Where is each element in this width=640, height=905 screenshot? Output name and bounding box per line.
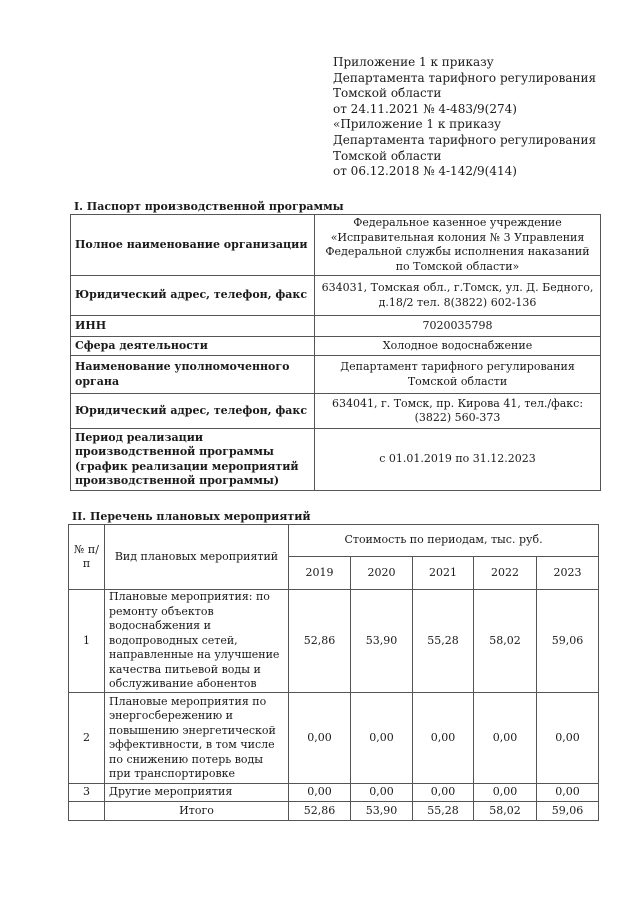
table-row [71,394,601,429]
appendix-line: Томской области [333,86,442,101]
row-value: 0,00 [289,784,351,802]
table-row [71,337,601,356]
row-value: Департамент тарифного регулирования Томской области [315,356,601,394]
row-label: Юридический адрес, телефон, факс [71,394,315,429]
appendix-line: от 24.11.2021 № 4-483/9(274) [333,101,517,116]
row-value: 0,00 [474,784,537,802]
row-value: 55,28 [413,590,474,693]
row-value: 0,00 [413,784,474,802]
row-value: 0,00 [413,693,474,784]
row-label: Юридический адрес, телефон, факс [71,276,315,316]
appendix-line: Департамента тарифного регулирования [333,132,597,147]
row-value: 634031, Томская обл., г.Томск, ул. Д. Бедного, д.18/2 тел. 8(3822) 602-136 [315,276,601,316]
passport-table [70,214,601,491]
row-value: 52,86 [289,590,351,693]
row-value: 59,06 [537,590,599,693]
header-year: 2022 [474,557,537,590]
row-desc: Плановые мероприятия по энергосбережению и повышению энергетической эффективности, в том числе по снижению потерь воды при транспортировке [105,693,289,784]
table-row [71,215,601,276]
appendix-header [333,55,596,180]
row-label: Наименование уполномоченного органа [71,356,315,394]
appendix-line: Приложение 1 к приказу [333,55,494,69]
appendix-line: Департамента тарифного регулирования [333,70,597,85]
row-value: 0,00 [351,693,413,784]
row-num: 1 [69,590,105,693]
table-row [71,316,601,337]
passport-title: I. Паспорт производственной программы [74,200,344,213]
row-value: с 01.01.2019 по 31.12.2023 [315,429,601,491]
row-value: 634041, г. Томск, пр. Кирова 41, тел./факс: (3822) 560-373 [315,394,601,429]
row-value: Холодное водоснабжение [315,337,601,356]
table-row [71,429,601,491]
row-value: 0,00 [537,693,599,784]
header-row [69,525,599,557]
appendix-line: «Приложение 1 к приказу [333,117,502,132]
total-num-empty [69,802,105,821]
row-value: 0,00 [537,784,599,802]
header-year: 2021 [413,557,474,590]
header-num: № п/п [69,525,105,590]
plan-title: II. Перечень плановых мероприятий [72,510,311,523]
appendix-line: от 06.12.2018 № 4-142/9(414) [333,164,517,179]
row-value: 0,00 [474,693,537,784]
row-value: 58,02 [474,590,537,693]
table-row [71,276,601,316]
header-year: 2023 [537,557,599,590]
row-value: 0,00 [289,693,351,784]
header-cost: Стоимость по периодам, тыс. руб. [289,525,599,557]
header-year: 2019 [289,557,351,590]
total-value: 53,90 [351,802,413,821]
row-value: Федеральное казенное учреждение «Исправительная колония № 3 Управления Федеральной службы исполнения наказаний по Томской области» [315,215,601,276]
row-num: 2 [69,693,105,784]
table-row [69,693,599,784]
row-desc: Плановые мероприятия: по ремонту объектов водоснабжения и водопроводных сетей, направленные на улучшение качества питьевой воды и обслуживание абонентов [105,590,289,693]
row-value: 7020035798 [315,316,601,337]
row-value: 53,90 [351,590,413,693]
total-value: 55,28 [413,802,474,821]
header-year: 2020 [351,557,413,590]
row-label: ИНН [71,316,315,337]
row-label: Период реализации производственной программы (график реализации мероприятий производственной программы) [71,429,315,491]
table-row [71,356,601,394]
table-row [69,590,599,693]
total-row [69,802,599,821]
total-value: 58,02 [474,802,537,821]
row-label: Сфера деятельности [71,337,315,356]
table-row [69,784,599,802]
row-label: Полное наименование организации [71,215,315,276]
total-value: 52,86 [289,802,351,821]
appendix-line: Томской области [333,148,442,163]
row-value: 0,00 [351,784,413,802]
row-num: 3 [69,784,105,802]
total-value: 59,06 [537,802,599,821]
row-desc: Другие мероприятия [105,784,289,802]
total-label: Итого [105,802,289,821]
plan-table [68,524,599,821]
header-type: Вид плановых мероприятий [105,525,289,590]
